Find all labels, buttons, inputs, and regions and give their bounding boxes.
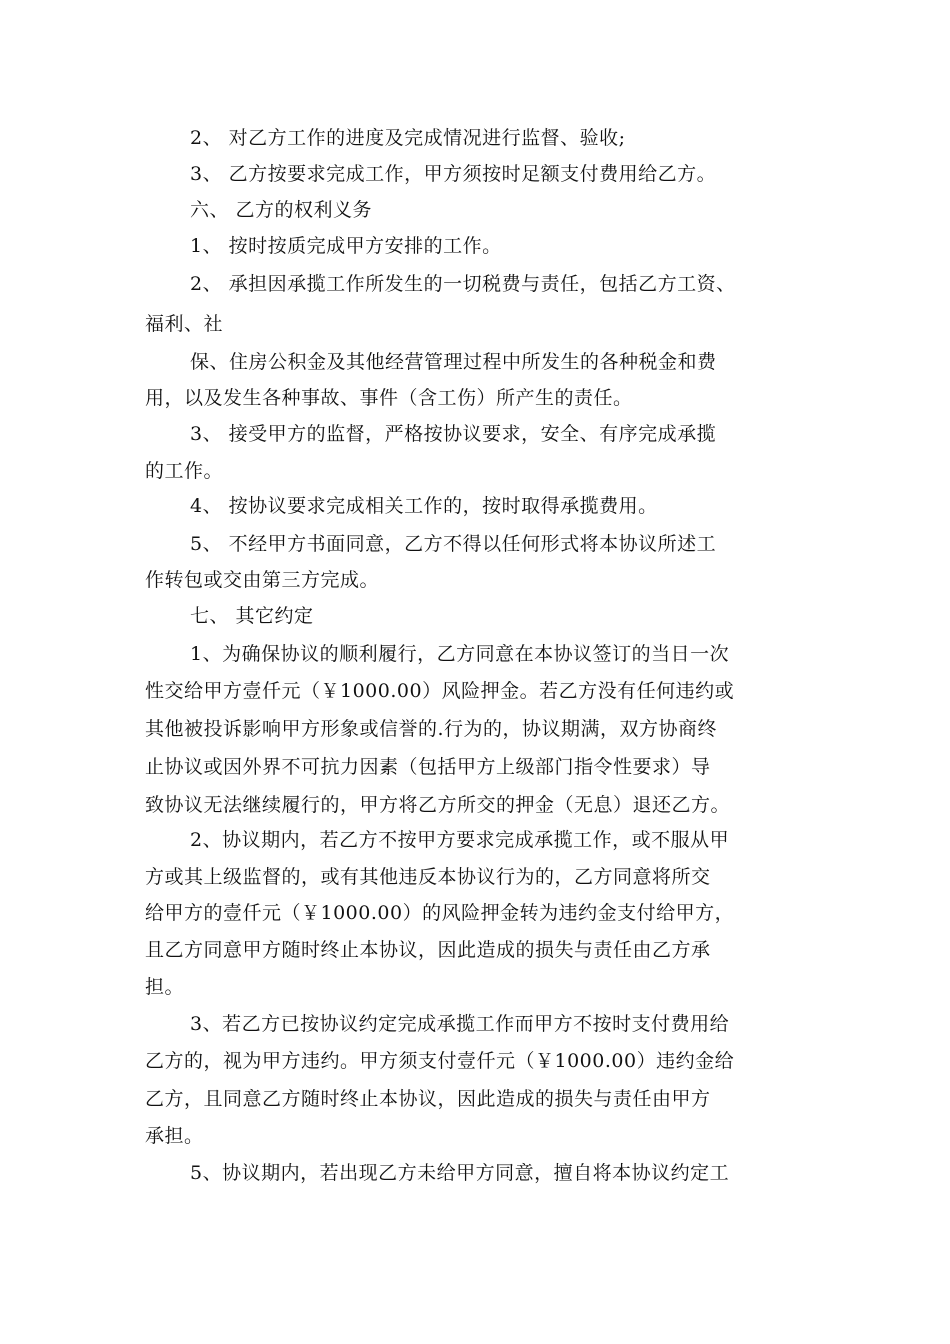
text-line: 1、 按时按质完成甲方安排的工作。 (190, 235, 502, 257)
text-line: 3、 接受甲方的监督，严格按协议要求，安全、有序完成承揽 (190, 423, 717, 445)
text-line: 用，以及发生各种事故、事件（含工伤）所产生的责任。 (145, 387, 633, 409)
text-line: 5、协议期内，若出现乙方未给甲方同意，擅自将本协议约定工 (190, 1162, 730, 1184)
text-line: 3、 乙方按要求完成工作，甲方须按时足额支付费用给乙方。 (190, 163, 717, 185)
section-heading: 七、 其它约定 (190, 605, 314, 627)
text-line: 乙方的，视为甲方违约。甲方须支付壹仟元（￥1000.00）违约金给 (145, 1050, 735, 1072)
text-line: 乙方，且同意乙方随时终止本协议，因此造成的损失与责任由甲方 (145, 1088, 711, 1110)
text-line: 5、 不经甲方书面同意，乙方不得以任何形式将本协议所述工 (190, 533, 717, 555)
text-line: 给甲方的壹仟元（￥1000.00）的风险押金转为违约金支付给甲方， (145, 902, 735, 924)
text-line: 其他被投诉影响甲方形象或信誉的.行为的，协议期满，双方协商终 (145, 718, 718, 740)
text-line: 承担。 (145, 1125, 204, 1147)
text-line: 止协议或因外界不可抗力因素（包括甲方上级部门指令性要求）导 (145, 756, 711, 778)
text-line: 的工作。 (145, 460, 224, 482)
text-line: 2、 承担因承揽工作所发生的一切税费与责任，包括乙方工资、 (190, 273, 736, 295)
text-line: 作转包或交由第三方完成。 (145, 569, 380, 591)
text-line: 2、协议期内，若乙方不按甲方要求完成承揽工作，或不服从甲 (190, 829, 730, 851)
text-line: 且乙方同意甲方随时终止本协议，因此造成的损失与责任由乙方承 (145, 939, 711, 961)
text-line: 担。 (145, 976, 185, 998)
text-line: 保、住房公积金及其他经营管理过程中所发生的各种税金和费 (190, 351, 717, 373)
text-line: 1、为确保协议的顺利履行，乙方同意在本协议签订的当日一次 (190, 643, 730, 665)
text-line: 方或其上级监督的，或有其他违反本协议行为的，乙方同意将所交 (145, 866, 711, 888)
text-line: 性交给甲方壹仟元（￥1000.00）风险押金。若乙方没有任何违约或 (145, 680, 735, 702)
text-line: 3、若乙方已按协议约定完成承揽工作而甲方不按时支付费用给 (190, 1013, 730, 1035)
text-line: 致协议无法继续履行的，甲方将乙方所交的押金（无息）退还乙方。 (145, 794, 731, 816)
section-heading: 六、 乙方的权利义务 (190, 199, 373, 221)
text-line: 4、 按协议要求完成相关工作的，按时取得承揽费用。 (190, 495, 658, 517)
text-line: 2、 对乙方工作的进度及完成情况进行监督、验收; (190, 127, 626, 149)
text-line: 福利、社 (145, 313, 224, 335)
